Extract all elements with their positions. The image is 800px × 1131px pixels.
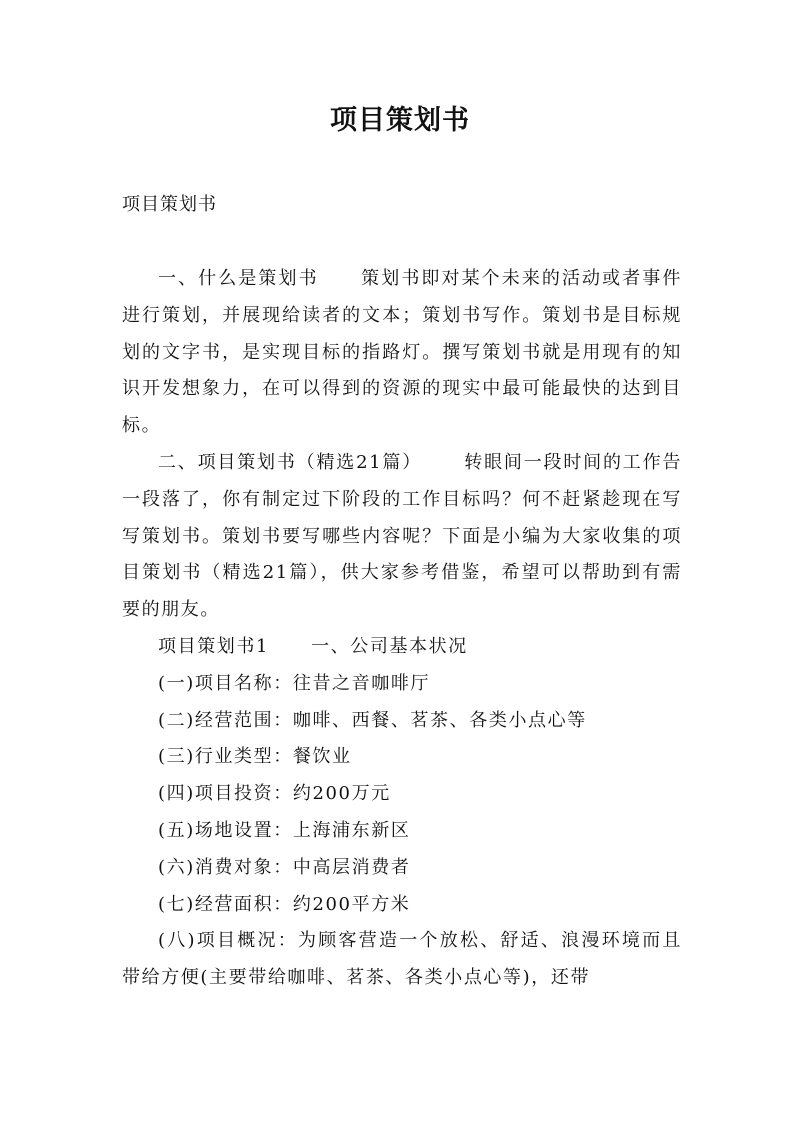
section-heading: 二、项目策划书（精选21篇） xyxy=(158,451,423,473)
section-heading: 项目策划书1 xyxy=(158,635,270,657)
list-item: (四)项目投资：约200万元 xyxy=(158,783,391,805)
section-text: 一、公司基本状况 xyxy=(311,635,468,657)
section-heading: 一、什么是策划书 xyxy=(158,268,319,289)
section-text: 策划书即对某个未来的活动或者事件进行策划，并展现给读者的文本；策划书写作。策划书是目标规划的文字书，是实现目标的指路灯。撰写策划书就是用现有的知识开发想象力，在可以得到的资源的现实中最可能最快的达到目标。 xyxy=(122,268,682,437)
paragraph-what-is-plan xyxy=(122,261,682,445)
document-body xyxy=(122,261,682,997)
paragraph-plan-1 xyxy=(122,629,682,666)
list-item: (七)经营面积：约200平方米 xyxy=(158,893,411,915)
list-item: (三)行业类型：餐饮业 xyxy=(158,746,352,768)
document-subtitle: 项目策划书 xyxy=(122,194,217,215)
list-item: (六)消费对象：中高层消费者 xyxy=(158,856,411,878)
document-title: 项目策划书 xyxy=(330,105,470,136)
section-text: 转眼间一段时间的工作告一段落了，你有制定过下阶段的工作目标吗？何不赶紧趁现在写写策划书。策划书要写哪些内容呢？下面是小编为大家收集的项目策划书（精选21篇），供大家参考借鉴，希望可以帮助到有需要的朋友。 xyxy=(122,451,682,621)
list-item: (五)场地设置：上海浦东新区 xyxy=(158,819,411,841)
list-item: (二)经营范围：咖啡、西餐、茗茶、各类小点心等 xyxy=(158,709,587,731)
paragraph-project-overview: (八)项目概况：为顾客营造一个放松、舒适、浪漫环境而且带给方便(主要带给咖啡、茗茶、各类小点心等)，还带 xyxy=(122,930,682,989)
list-item: (一)项目名称：往昔之音咖啡厅 xyxy=(158,672,431,694)
paragraph-selected-plans xyxy=(122,445,682,629)
